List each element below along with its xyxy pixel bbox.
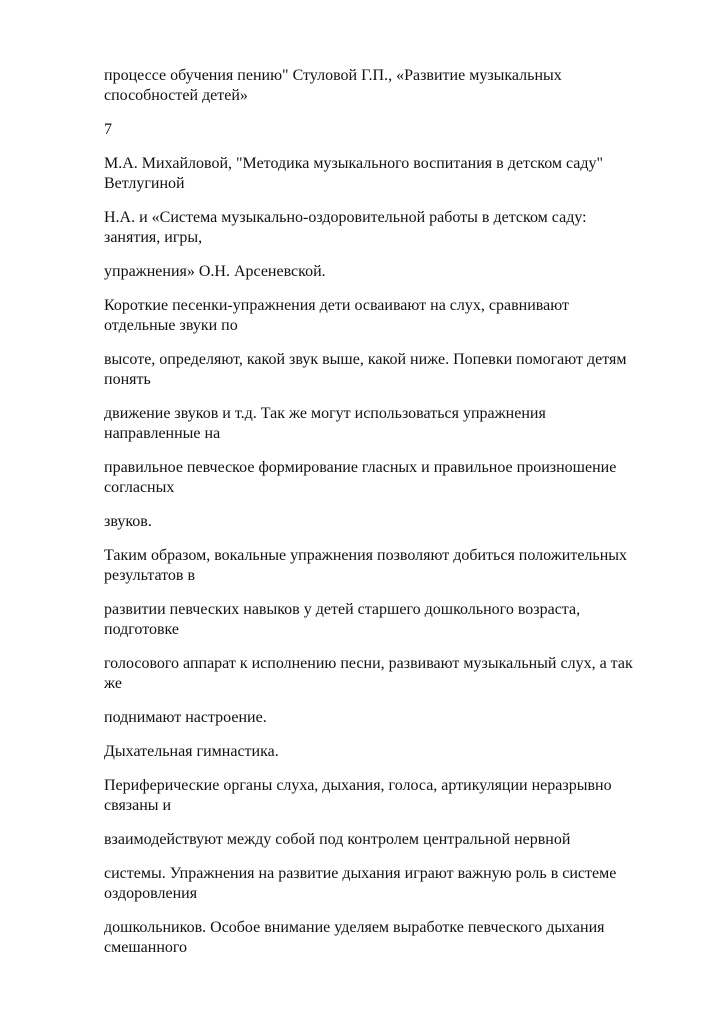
paragraph xyxy=(104,864,684,904)
text-line: системы. Упражнения на развитие дыхания играют важную роль в системе xyxy=(104,865,617,882)
text-line: связаны и xyxy=(104,797,172,814)
paragraph xyxy=(104,262,684,282)
text-line: понять xyxy=(104,371,151,388)
text-line: звуков. xyxy=(104,513,152,530)
text-line: Таким образом, вокальные упражнения позволяют добиться положительных xyxy=(104,547,628,564)
text-line: оздоровления xyxy=(104,885,198,902)
text-line: же xyxy=(104,675,122,692)
page-number xyxy=(104,120,684,140)
paragraph xyxy=(104,546,684,586)
section-heading xyxy=(104,742,684,762)
text-line: движение звуков и т.д. Так же могут использоваться упражнения xyxy=(104,405,546,422)
text-line: способностей детей» xyxy=(104,87,248,104)
paragraph xyxy=(104,830,684,850)
text-line: Дыхательная гимнастика. xyxy=(104,743,279,760)
text-line: направленные на xyxy=(104,425,221,442)
text-line: Ветлугиной xyxy=(104,175,185,192)
text-line: согласных xyxy=(104,479,175,496)
text-line: поднимают настроение. xyxy=(104,709,267,726)
text-body xyxy=(104,66,684,972)
paragraph xyxy=(104,708,684,728)
paragraph xyxy=(104,66,684,106)
text-line: дошкольников. Особое внимание уделяем выработке певческого дыхания xyxy=(104,919,605,936)
paragraph xyxy=(104,154,684,194)
text-line: занятия, игры, xyxy=(104,229,203,246)
paragraph xyxy=(104,654,684,694)
text-line: Периферические органы слуха, дыхания, голоса, артикуляции неразрывно xyxy=(104,777,612,794)
text-line: подготовке xyxy=(104,621,180,638)
text-line: Короткие песенки-упражнения дети осваивают на слух, сравнивают xyxy=(104,297,569,314)
text-line: упражнения» О.Н. Арсеневской. xyxy=(104,263,326,280)
text-line: взаимодействуют между собой под контролем центральной нервной xyxy=(104,831,571,848)
paragraph xyxy=(104,296,684,336)
paragraph xyxy=(104,918,684,958)
text-line: смешанного xyxy=(104,939,188,956)
paragraph xyxy=(104,776,684,816)
paragraph xyxy=(104,512,684,532)
paragraph xyxy=(104,404,684,444)
text-line: развитии певческих навыков у детей старшего дошкольного возраста, xyxy=(104,601,581,618)
text-line: М.А. Михайловой, "Методика музыкального воспитания в детском саду" xyxy=(104,155,604,172)
text-line: отдельные звуки по xyxy=(104,317,238,334)
paragraph xyxy=(104,600,684,640)
text-line: правильное певческое формирование гласных и правильное произношение xyxy=(104,459,617,476)
text-line: голосового аппарат к исполнению песни, развивают музыкальный слух, а так xyxy=(104,655,633,672)
text-line: высоте, определяют, какой звук выше, какой ниже. Попевки помогают детям xyxy=(104,351,627,368)
text-line: процессе обучения пению" Стуловой Г.П., «Развитие музыкальных xyxy=(104,67,562,84)
paragraph xyxy=(104,458,684,498)
text-line: Н.А. и «Система музыкально-оздоровительной работы в детском саду: xyxy=(104,209,587,226)
paragraph xyxy=(104,350,684,390)
paragraph xyxy=(104,208,684,248)
text-line: результатов в xyxy=(104,567,196,584)
text-line: 7 xyxy=(104,121,112,138)
